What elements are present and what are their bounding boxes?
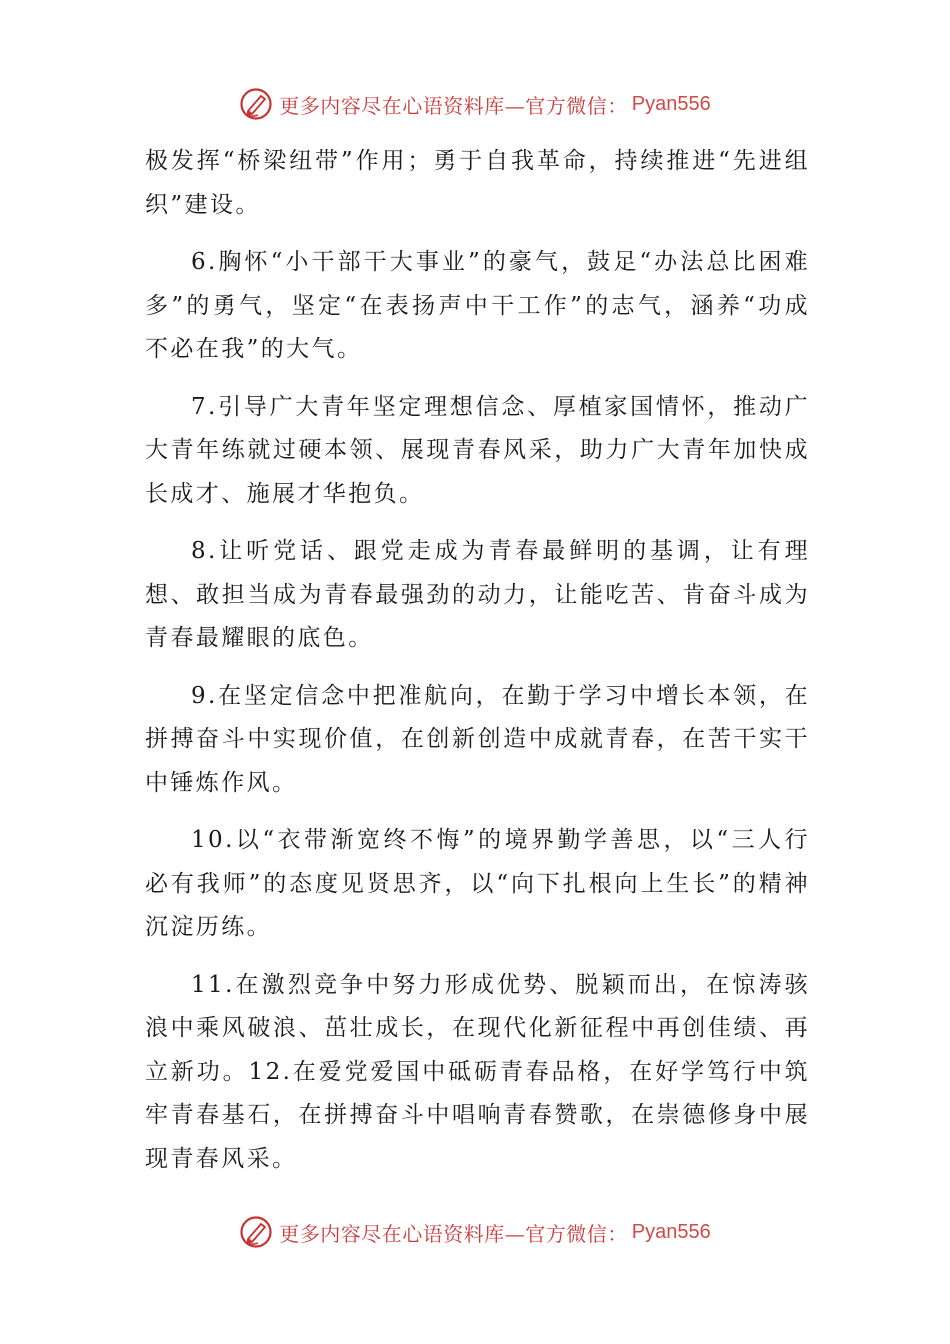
paragraph-item-10: 10.以“衣带渐宽终不悔”的境界勤学善思，以“三人行必有我师”的态度见贤思齐，以“向下扎根向上生长”的精神沉淀历练。 <box>145 827 810 940</box>
paragraph-item-9: 9.在坚定信念中把准航向，在勤于学习中增长本领，在拼搏奋斗中实现价值，在创新创造中成就青春，在苦干实干中锤炼作风。 <box>145 682 810 796</box>
paragraph-item-7: 7.引导广大青年坚定理想信念、厚植家国情怀，推动广大青年练就过硬本领、展现青春风采，助力广大青年加快成长成才、施展才华抱负。 <box>145 393 810 507</box>
paragraph-item-6: 6.胸怀“小干部干大事业”的豪气，鼓足“办法总比困难多”的勇气，坚定“在表扬声中干工作”的志气，涵养“功成不必在我”的大气。 <box>145 249 810 362</box>
footer-wechat-handle: Pyan556 <box>631 1220 711 1243</box>
paragraph-item-11-12: 11.在激烈竞争中努力形成优势、脱颖而出，在惊涛骇浪中乘风破浪、茁壮成长，在现代化新征程中再创佳绩、再立新功。12.在爱党爱国中砥砺青春品格，在好学笃行中筑牢青春基石，在拼搏奋斗中唱响青春赞歌，在崇德修身中展现青春风采。 <box>145 971 810 1172</box>
document-body <box>145 140 810 1195</box>
footer-slogan: 更多内容尽在心语资料库—官方微信： <box>279 1221 628 1246</box>
paragraph-continuation: 极发挥“桥梁纽带”作用；勇于自我革命，持续推进“先进组织”建设。 <box>145 148 810 218</box>
paragraph-item-8: 8.让听党话、跟党走成为青春最鲜明的基调，让有理想、敢担当成为青春最强劲的动力，让能吃苦、肯奋斗成为青春最耀眼的底色。 <box>145 538 810 651</box>
header-wechat-handle: Pyan556 <box>631 92 711 115</box>
footer-watermark-banner <box>0 1212 950 1252</box>
header-slogan: 更多内容尽在心语资料库—官方微信： <box>279 93 628 118</box>
header-watermark-banner <box>0 84 950 124</box>
pen-logo-icon <box>239 87 273 121</box>
pen-logo-icon <box>239 1215 273 1249</box>
